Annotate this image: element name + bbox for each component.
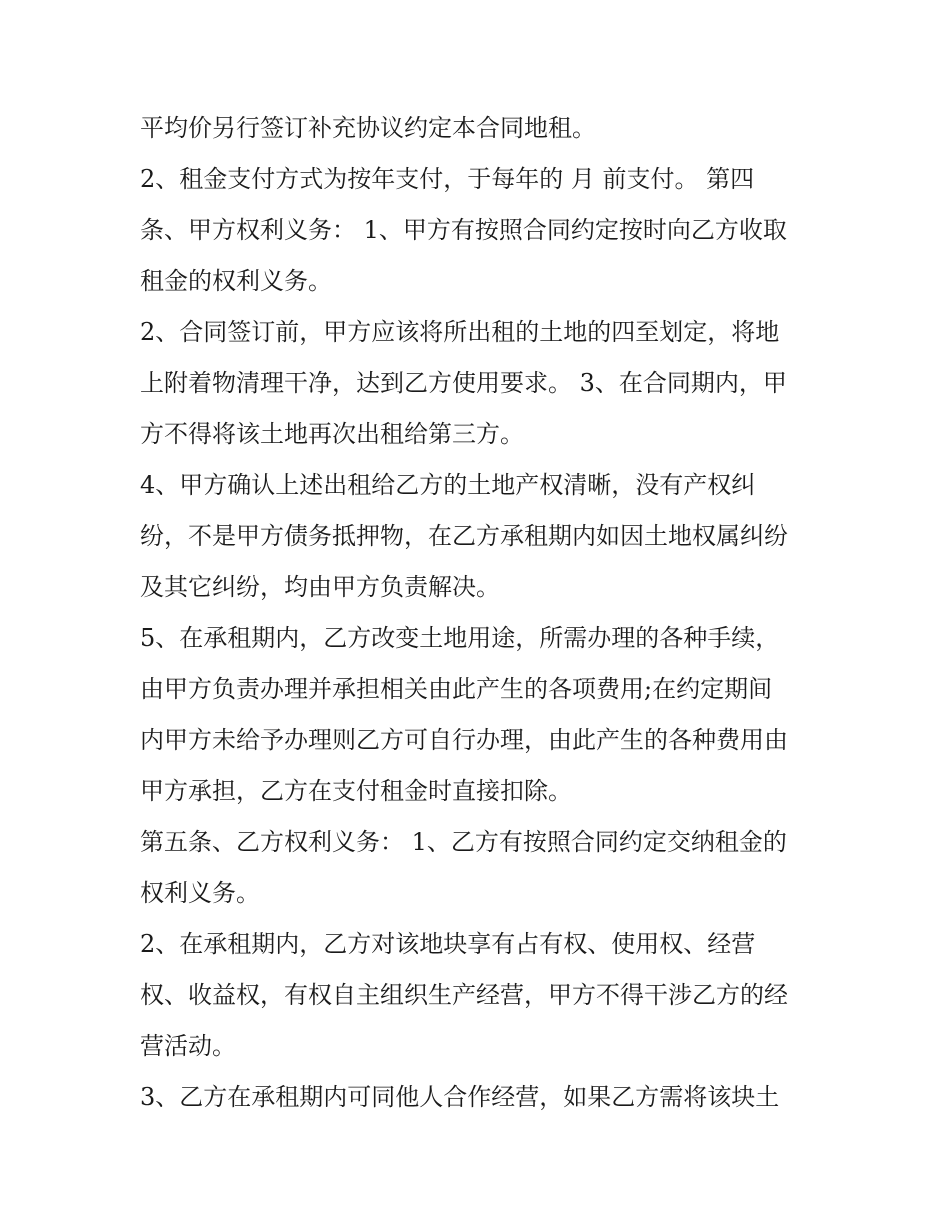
text-line: 条、甲方权利义务： 1、甲方有按照合同约定按时向乙方收取 bbox=[140, 216, 787, 244]
text-line: 方不得将该土地再次出租给第三方。 bbox=[140, 420, 524, 448]
text-line: 由甲方负责办理并承担相关由此产生的各项费用;在约定期间 bbox=[140, 675, 773, 703]
text-line: 2、租金支付方式为按年支付，于每年的 月 前支付。 第四 bbox=[140, 165, 755, 193]
text-line: 权、收益权，有权自主组织生产经营，甲方不得干涉乙方的经 bbox=[140, 981, 788, 1009]
text-line: 3、乙方在承租期内可同他人合作经营，如果乙方需将该块土 bbox=[140, 1083, 780, 1111]
text-line: 租金的权利义务。 bbox=[140, 267, 332, 295]
text-line: 5、在承租期内，乙方改变土地用途，所需办理的各种手续， bbox=[140, 624, 780, 652]
text-line: 上附着物清理干净，达到乙方使用要求。 3、在合同期内，甲 bbox=[140, 369, 787, 397]
text-line: 权利义务。 bbox=[140, 879, 260, 907]
text-line: 及其它纠纷，均由甲方负责解决。 bbox=[140, 573, 500, 601]
text-line: 4、甲方确认上述出租给乙方的土地产权清晰，没有产权纠 bbox=[140, 471, 756, 499]
text-line: 营活动。 bbox=[140, 1032, 236, 1060]
text-line: 甲方承担，乙方在支付租金时直接扣除。 bbox=[140, 777, 572, 805]
text-line: 2、合同签订前，甲方应该将所出租的土地的四至划定，将地 bbox=[140, 318, 780, 346]
text-line: 内甲方未给予办理则乙方可自行办理，由此产生的各种费用由 bbox=[140, 726, 788, 754]
text-line: 纷，不是甲方债务抵押物，在乙方承租期内如因土地权属纠纷 bbox=[140, 522, 788, 550]
text-line: 第五条、乙方权利义务： 1、乙方有按照合同约定交纳租金的 bbox=[140, 828, 787, 856]
text-line: 平均价另行签订补充协议约定本合同地租。 bbox=[140, 114, 596, 142]
text-line: 2、在承租期内，乙方对该地块享有占有权、使用权、经营 bbox=[140, 930, 756, 958]
